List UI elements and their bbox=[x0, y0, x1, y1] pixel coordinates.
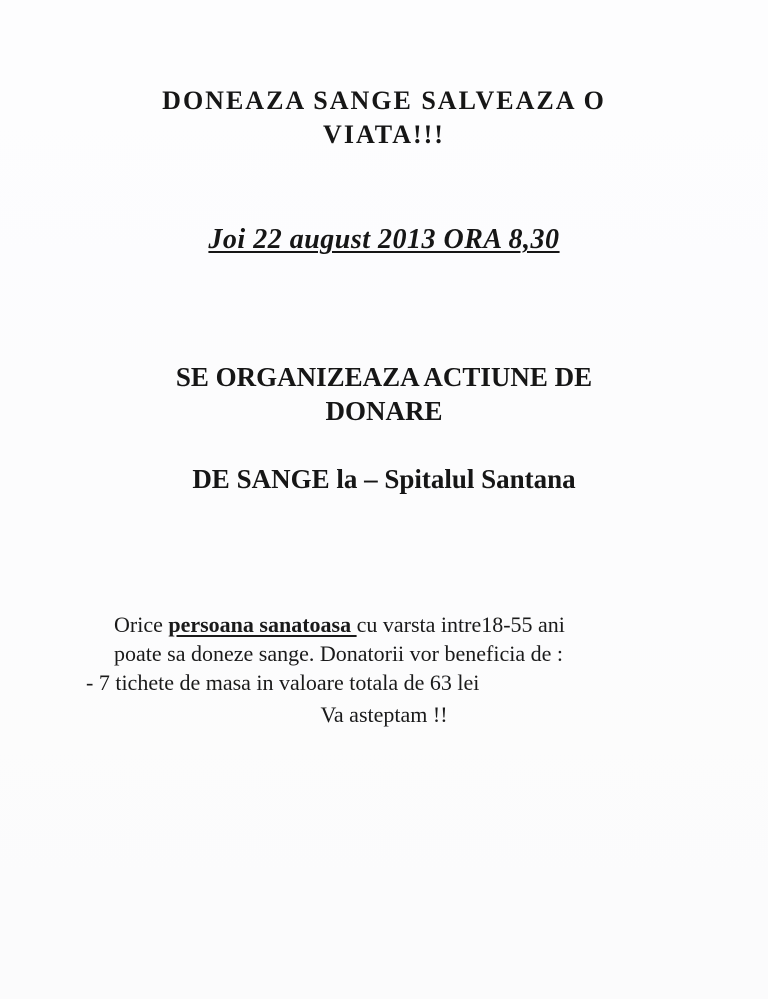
paragraph-emphasis: persoana sanatoasa bbox=[168, 612, 357, 637]
paragraph-suffix: cu varsta intre18-55 ani bbox=[356, 612, 565, 637]
heading-line-1: SE ORGANIZEAZA ACTIUNE DE bbox=[175, 362, 593, 392]
heading-line-2: DONARE bbox=[325, 396, 443, 426]
title-line-1: DONEAZA SANGE SALVEAZA O bbox=[162, 86, 606, 115]
paragraph-line-1 bbox=[114, 610, 565, 640]
paragraph-line-3: - 7 tichete de masa in valoare totala de 63 lei bbox=[86, 670, 480, 695]
paragraph-prefix: Orice bbox=[114, 612, 169, 637]
event-date: Joi 22 august 2013 ORA 8,30 bbox=[208, 224, 560, 255]
title-line-2: VIATA!!! bbox=[323, 120, 445, 149]
closing-line: Va asteptam !! bbox=[320, 702, 448, 727]
heading-line-3: DE SANGE la – Spitalul Santana bbox=[192, 464, 576, 494]
paragraph-line-2: poate sa doneze sange. Donatorii vor beneficia de : bbox=[114, 641, 563, 666]
